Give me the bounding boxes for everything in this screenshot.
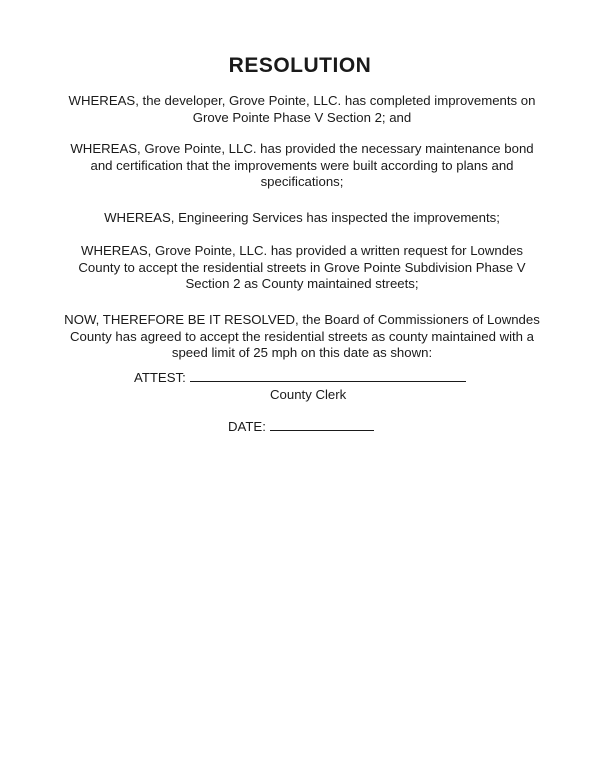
attest-signature-line: [190, 369, 466, 382]
date-label: DATE:: [228, 419, 266, 434]
paragraph-line: specifications;: [260, 174, 344, 189]
paragraph-line: Section 2 as County maintained streets;: [185, 276, 419, 291]
paragraph-line: WHEREAS, Engineering Services has inspected the improvements;: [104, 210, 500, 225]
paragraph-line: County has agreed to accept the residential streets as county maintained with a: [69, 328, 535, 344]
paragraph-line: WHEREAS, Grove Pointe, LLC. has provided the necessary maintenance bond: [70, 141, 534, 156]
whereas-written-request: [60, 243, 544, 293]
paragraph-line: Grove Pointe Phase V Section 2; and: [192, 109, 412, 125]
whereas-inspected: [60, 210, 544, 227]
signer-title: County Clerk: [270, 387, 347, 402]
resolved-clause: [60, 312, 544, 362]
paragraph-line: and certification that the improvements were built according to plans and: [90, 157, 514, 173]
paragraph-line: County to accept the residential streets in Grove Pointe Subdivision Phase V: [78, 259, 526, 275]
paragraph-line: NOW, THEREFORE BE IT RESOLVED, the Board of Commissioners of Lowndes: [64, 312, 540, 327]
date-blank-line: [270, 418, 374, 431]
attest-label: ATTEST:: [134, 370, 186, 385]
whereas-maintenance-bond: [60, 141, 544, 191]
paragraph-line: WHEREAS, the developer, Grove Pointe, LLC. has completed improvements on: [68, 93, 536, 108]
whereas-completed-improvements: [60, 93, 544, 126]
paragraph-line: WHEREAS, Grove Pointe, LLC. has provided a written request for Lowndes: [81, 243, 523, 258]
paragraph-line: speed limit of 25 mph on this date as shown:: [171, 345, 433, 360]
attest-signature-row: [134, 369, 466, 386]
date-row: [228, 418, 374, 435]
document-title: RESOLUTION: [228, 54, 372, 77]
